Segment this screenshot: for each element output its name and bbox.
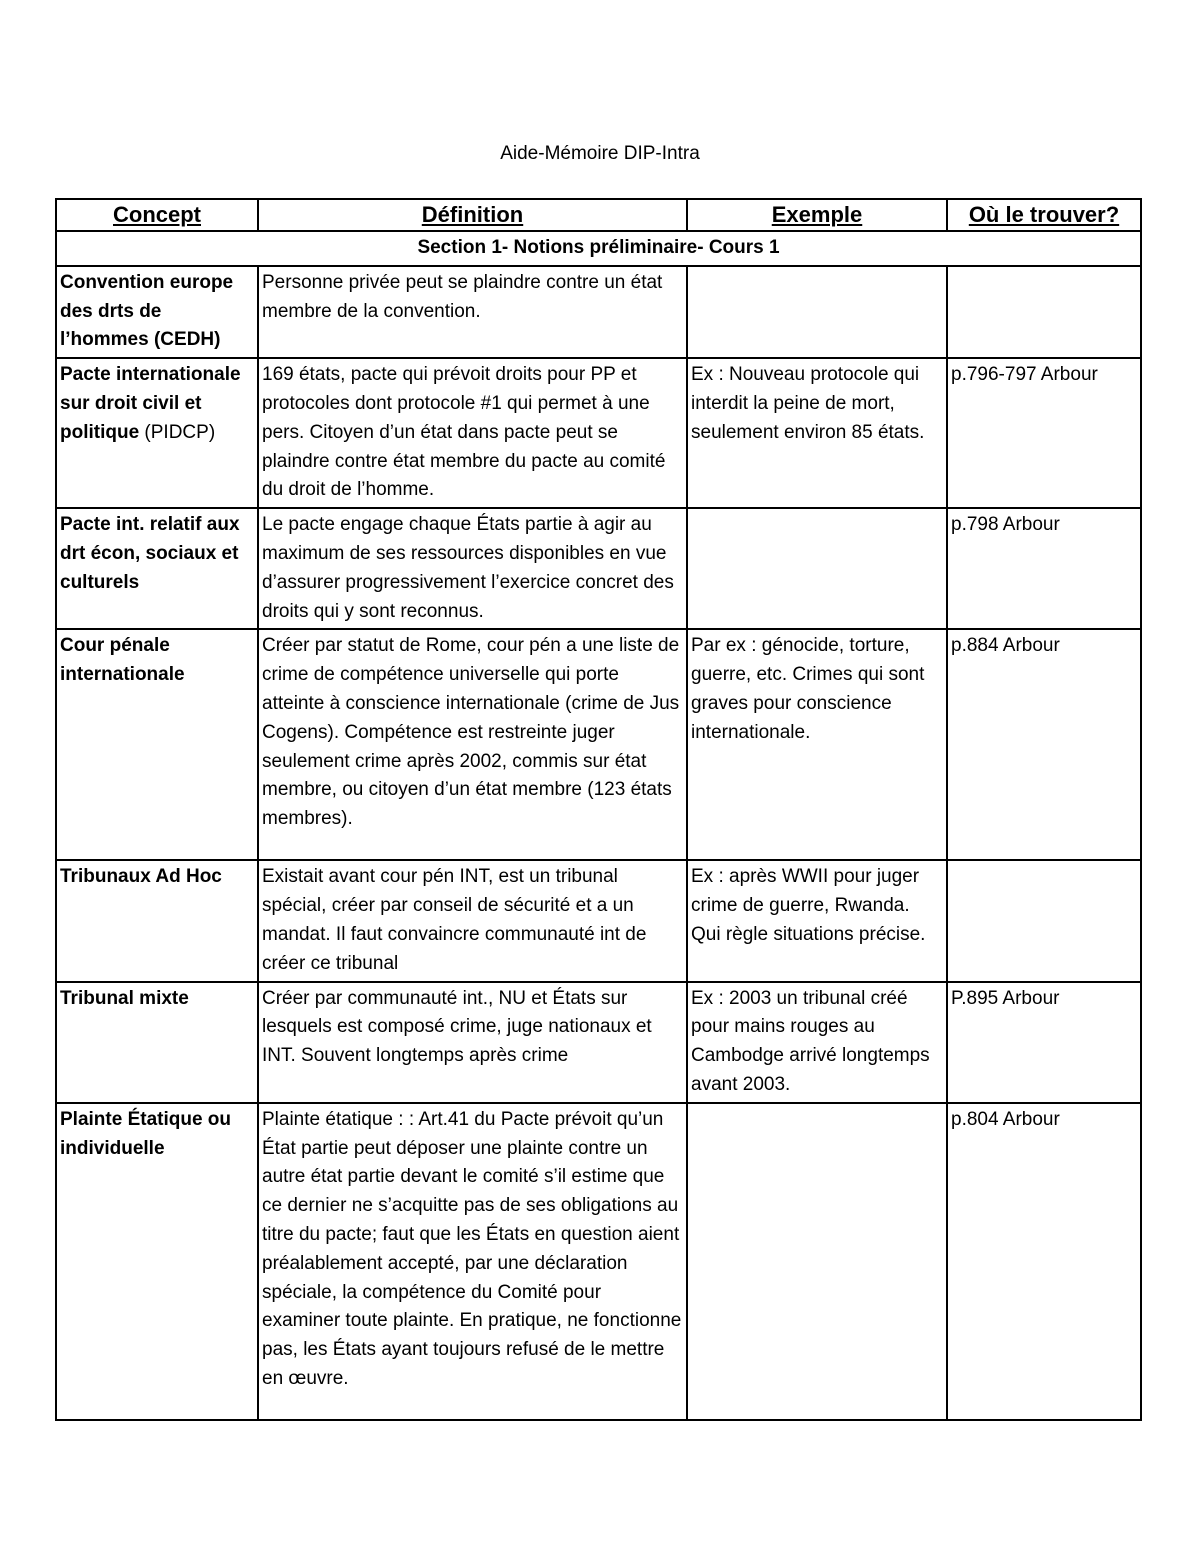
- section-label: Section 1- Notions préliminaire- Cours 1: [56, 231, 1141, 266]
- header-row: [56, 199, 1141, 231]
- source-cell: p.798 Arbour: [947, 508, 1141, 629]
- definition-cell: Le pacte engage chaque États partie à agir au maximum de ses ressources disponibles en vue d’assurer progressivement l’exercice concret des droits qui y sont reconnus.: [258, 508, 687, 629]
- header-exemple: Exemple: [687, 199, 947, 231]
- definition-cell: Plainte étatique : : Art.41 du Pacte prévoit qu’un État partie peut déposer une plainte contre un autre état partie devant le comité s’il estime que ce dernier ne s’acquitte pas de ses obligations au titre du pacte; faut que les États en question aient préalablement accepté, par une déclaration spéciale, la compétence du Comité pour examiner toute plainte. En pratique, ne fonctionne pas, les États ayant toujours refusé de le mettre en œuvre.: [258, 1103, 687, 1420]
- table-row: [56, 358, 1141, 508]
- exemple-cell: Ex : 2003 un tribunal créé pour mains rouges au Cambodge arrivé longtemps avant 2003.: [687, 982, 947, 1103]
- table-row: [56, 508, 1141, 629]
- table-row: [56, 629, 1141, 860]
- exemple-cell: Ex : Nouveau protocole qui interdit la peine de mort, seulement environ 85 états.: [687, 358, 947, 508]
- concept-cell: Convention europe des drts de l’hommes (CEDH): [56, 266, 258, 358]
- exemple-cell: [687, 508, 947, 629]
- source-cell: p.804 Arbour: [947, 1103, 1141, 1420]
- exemple-cell: Ex : après WWII pour juger crime de guerre, Rwanda. Qui règle situations précise.: [687, 860, 947, 981]
- concept-abbreviation: (PIDCP): [139, 421, 216, 443]
- concept-cell: Cour pénale internationale: [56, 629, 258, 860]
- table-row: [56, 266, 1141, 358]
- source-cell: P.895 Arbour: [947, 982, 1141, 1103]
- exemple-cell: Par ex : génocide, torture, guerre, etc. Crimes qui sont graves pour conscience internationale.: [687, 629, 947, 860]
- header-definition: Définition: [258, 199, 687, 231]
- document-title: Aide-Mémoire DIP-Intra: [500, 143, 700, 164]
- definition-cell: Personne privée peut se plaindre contre un état membre de la convention.: [258, 266, 687, 358]
- header-concept: Concept: [56, 199, 258, 231]
- header-source: Où le trouver?: [947, 199, 1141, 231]
- source-cell: [947, 860, 1141, 981]
- concept-cell: Plainte Étatique ou individuelle: [56, 1103, 258, 1420]
- definition-cell: 169 états, pacte qui prévoit droits pour PP et protocoles dont protocole #1 qui permet à une pers. Citoyen d’un état dans pacte peut se plaindre contre état membre du pacte au comité du droit de l’homme.: [258, 358, 687, 508]
- table-row: [56, 982, 1141, 1103]
- aide-memoire-table: [55, 198, 1142, 1421]
- exemple-cell: [687, 1103, 947, 1420]
- definition-cell: Créer par communauté int., NU et États sur lesquels est composé crime, juge nationaux et INT. Souvent longtemps après crime: [258, 982, 687, 1103]
- definition-cell: Créer par statut de Rome, cour pén a une liste de crime de compétence universelle qui porte atteinte à conscience internationale (crime de Jus Cogens). Compétence est restreinte juger seulement crime après 2002, commis sur état membre, ou citoyen d’un état membre (123 états membres).: [258, 629, 687, 860]
- concept-cell: Pacte int. relatif aux drt écon, sociaux et culturels: [56, 508, 258, 629]
- concept-text: Pacte internationale sur droit civil et politique: [60, 364, 241, 443]
- definition-cell: Existait avant cour pén INT, est un tribunal spécial, créer par conseil de sécurité et a un mandat. Il faut convaincre communauté int de créer ce tribunal: [258, 860, 687, 981]
- exemple-cell: [687, 266, 947, 358]
- source-cell: [947, 266, 1141, 358]
- concept-cell: [56, 358, 258, 508]
- table-row: [56, 1103, 1141, 1420]
- source-cell: p.884 Arbour: [947, 629, 1141, 860]
- source-cell: p.796-797 Arbour: [947, 358, 1141, 508]
- concept-cell: Tribunal mixte: [56, 982, 258, 1103]
- section-row: [56, 231, 1141, 266]
- concept-cell: Tribunaux Ad Hoc: [56, 860, 258, 981]
- table-row: [56, 860, 1141, 981]
